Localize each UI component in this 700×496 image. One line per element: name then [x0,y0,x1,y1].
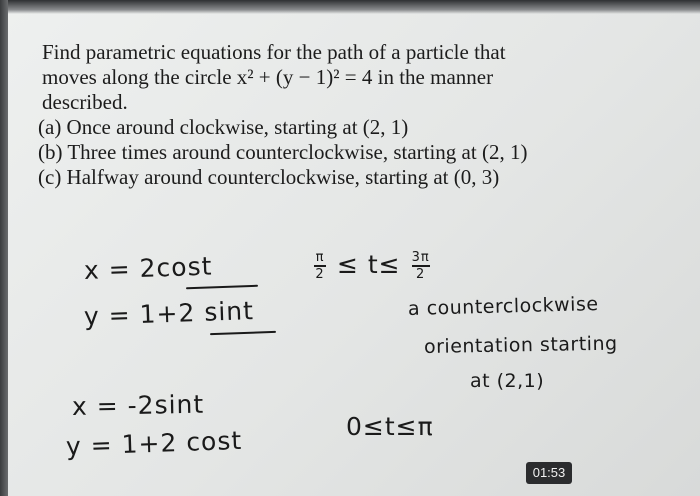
range-1-upper-fraction [412,251,430,281]
range-1-inequality: ≤ t≤ [336,250,401,279]
screen-bezel-left [0,0,8,496]
range-1-lower-numerator: π [315,250,325,266]
range-1-upper-denominator: 2 [415,266,426,282]
handwritten-range-2: 0≤t≤π [346,412,434,441]
range-1-upper-numerator: 3π [411,250,430,266]
problem-part-a: (a) Once around clockwise, starting at (2, 1) [38,115,409,139]
handwritten-x-equation-2: x = -2sint [71,389,205,421]
screen-bezel-top [0,0,700,14]
underline-sint [210,331,276,335]
handwritten-y-equation-1: y = 1+2 sint [83,296,255,331]
problem-line-2: moves along the circle x² + (y − 1)² = 4 in the manner [42,65,494,89]
problem-part-c: (c) Halfway around counterclockwise, starting at (0, 3) [38,165,500,189]
handwritten-note-line-1: a counterclockwise [407,293,599,320]
video-timestamp: 01:53 [526,462,572,484]
problem-line-3: described. [42,90,128,114]
handwritten-note-line-3: at (2,1) [470,370,545,392]
handwritten-range-1 [312,250,432,281]
handwritten-y-equation-2: y = 1+2 cost [65,425,243,461]
problem-line-1: Find parametric equations for the path of a particle that [42,40,506,64]
problem-statement [38,40,682,190]
range-1-lower-denominator: 2 [315,266,325,282]
underline-cost [186,285,258,290]
handwritten-x-equation-1: x = 2cost [83,251,213,285]
problem-part-b: (b) Three times around counterclockwise, starting at (2, 1) [38,140,528,164]
range-1-lower-fraction [314,251,326,281]
handwritten-note-line-2: orientation starting [423,332,618,358]
